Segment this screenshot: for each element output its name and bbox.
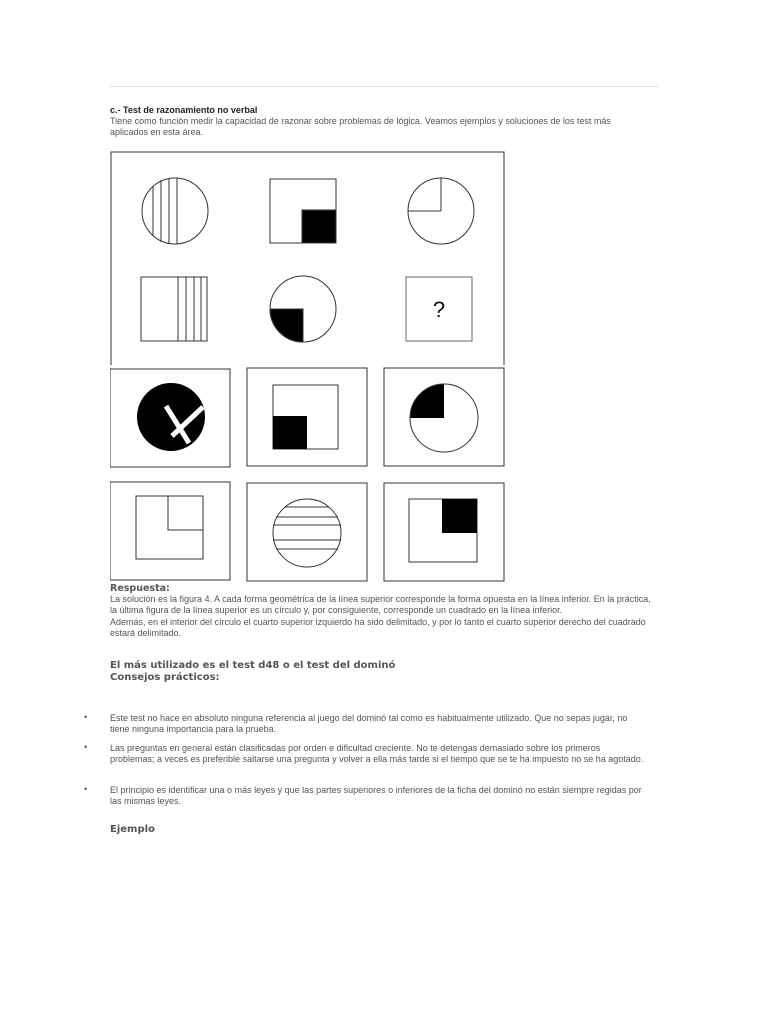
- tip-item: Este test no hace en absoluto ninguna referencia al juego del dominó tal como es habitualmente utilizado. Que no sepas jugar, no tiene ninguna importancia para la prueba.: [110, 713, 628, 735]
- tip-item: El principio es identificar una o más leyes y que las partes superiores o inferiores de la ficha del dominó no están siempre regidas por las mismas leyes.: [110, 785, 642, 807]
- option-1-figure: [137, 383, 205, 451]
- answer-paragraph-1: La solución es la figura 4. A cada forma geométrica de la línea superior corresponde la forma opuesta en la línea inferior. En la práctica, la última figura de la línea superior es un círculo y, por consiguiente, corresponde un cuadrado en la línea inferior.: [110, 594, 651, 616]
- option-5-figure: [273, 499, 341, 567]
- circle-quarter-delimited-figure: [408, 178, 474, 244]
- puzzle-top-frame: [111, 152, 504, 365]
- option-5-box: [247, 483, 367, 581]
- d48-title: El más utilizado es el test d48 o el test del dominó: [110, 660, 396, 671]
- answer-text: [110, 594, 655, 639]
- answer-paragraph-2: Además, en el interior del círculo el cuarto superior izquierdo ha sido delimitado, y por lo tanto el cuarto superior derecho del cuadrado estará delimitado.: [110, 616, 646, 638]
- option-4-box: [110, 482, 230, 580]
- square-vertical-lines-figure: [141, 277, 207, 341]
- bullet-marker: •: [84, 742, 88, 752]
- section-heading: c.- Test de razonamiento no verbal: [110, 105, 258, 115]
- circle-vertical-lines-figure: [142, 178, 208, 244]
- circle-bottom-left-filled-figure: [270, 276, 336, 342]
- tips-title: Consejos prácticos:: [110, 672, 220, 683]
- square-bottom-right-filled-figure: [270, 179, 336, 243]
- option-3-figure: [410, 384, 478, 452]
- tip-item: Las preguntas en general están clasificadas por orden e dificultad creciente. No te detengas demasiado sobre los primeros problemas; a veces es preferible saltarse una pregunta y volver a ella más tarde si el tiempo que se te ha impuesto no se ha agotado.: [110, 743, 644, 765]
- bullet-marker: •: [84, 784, 88, 794]
- question-mark: ?: [432, 297, 446, 322]
- d48-heading: [110, 660, 395, 684]
- option-4-figure: [136, 496, 203, 559]
- top-divider: [110, 86, 658, 87]
- puzzle-figure: [110, 151, 506, 583]
- example-label: Ejemplo: [110, 824, 155, 835]
- section-intro: Tiene como función medir la capacidad de razonar sobre problemas de lógica. Veamos ejemplos y soluciones de los test más aplicados en esta área.: [110, 116, 611, 137]
- bullet-marker: •: [84, 712, 88, 722]
- answer-title: Respuesta:: [110, 583, 170, 594]
- option-6-figure: [409, 499, 477, 562]
- option-2-figure: [273, 385, 338, 449]
